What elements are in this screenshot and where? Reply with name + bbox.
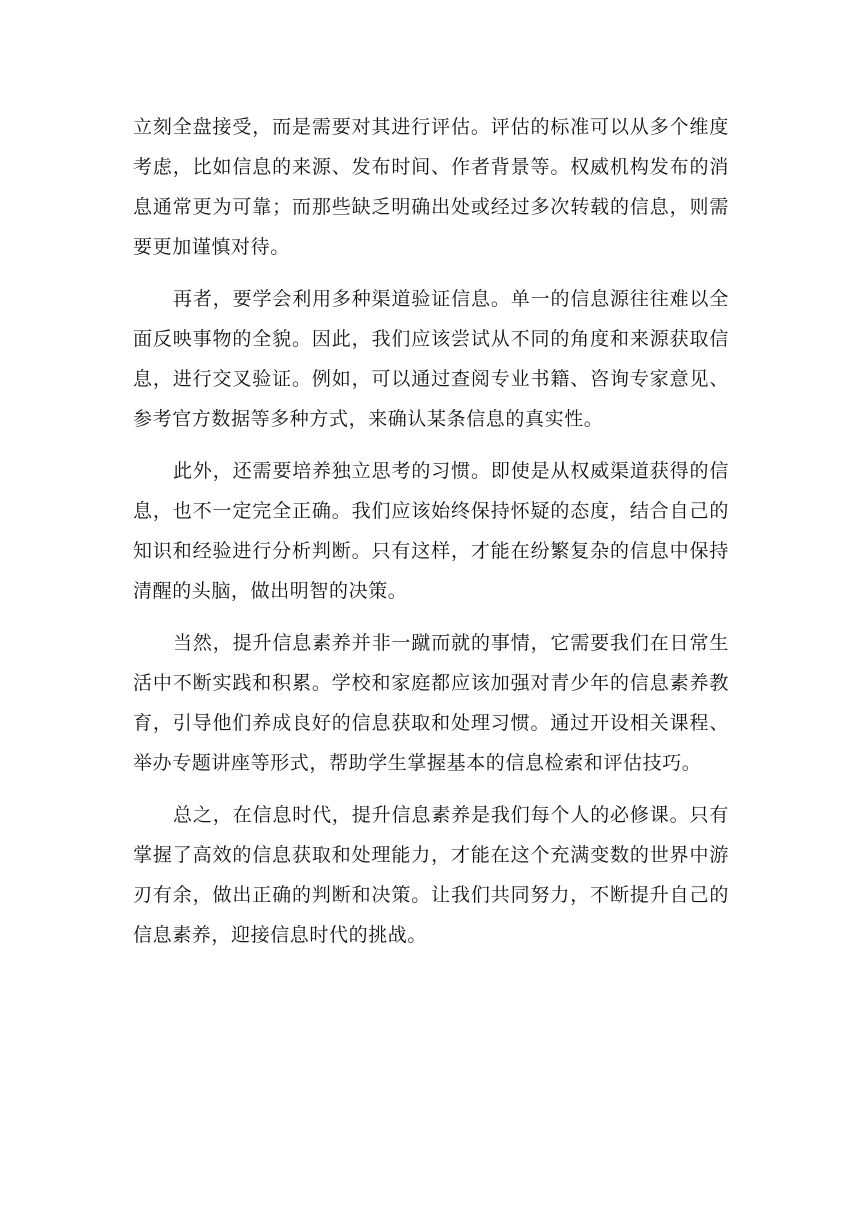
document-body: [133, 107, 729, 967]
paragraph-independent-thinking: 此外，还需要培养独立思考的习惯。即使是从权威渠道获得的信息，也不一定完全正确。我们应该始终保持怀疑的态度，结合自己的知识和经验进行分析判断。只有这样，才能在纷繁复杂的信息中保持清醒的头脑，做出明智的决策。: [133, 460, 729, 602]
paragraph-conclusion: 总之，在信息时代，提升信息素养是我们每个人的必修课。只有掌握了高效的信息获取和处理能力，才能在这个充满变数的世界中游刃有余，做出正确的判断和决策。让我们共同努力，不断提升自己的信息素养，迎接信息时代的挑战。: [133, 804, 729, 946]
paragraph-education: 当然，提升信息素养并非一蹴而就的事情，它需要我们在日常生活中不断实践和积累。学校和家庭都应该加强对青少年的信息素养教育，引导他们养成良好的信息获取和处理习惯。通过开设相关课程、举办专题讲座等形式，帮助学生掌握基本的信息检索和评估技巧。: [133, 632, 729, 774]
paragraph-verify-sources: 再者，要学会利用多种渠道验证信息。单一的信息源往往难以全面反映事物的全貌。因此，我们应该尝试从不同的角度和来源获取信息，进行交叉验证。例如，可以通过查阅专业书籍、咨询专家意见、参考官方数据等多种方式，来确认某条信息的真实性。: [133, 288, 729, 430]
paragraph-continuation: 立刻全盘接受，而是需要对其进行评估。评估的标准可以从多个维度考虑，比如信息的来源、发布时间、作者背景等。权威机构发布的消息通常更为可靠；而那些缺乏明确出处或经过多次转载的信息，则需要更加谨慎对待。: [133, 116, 729, 258]
